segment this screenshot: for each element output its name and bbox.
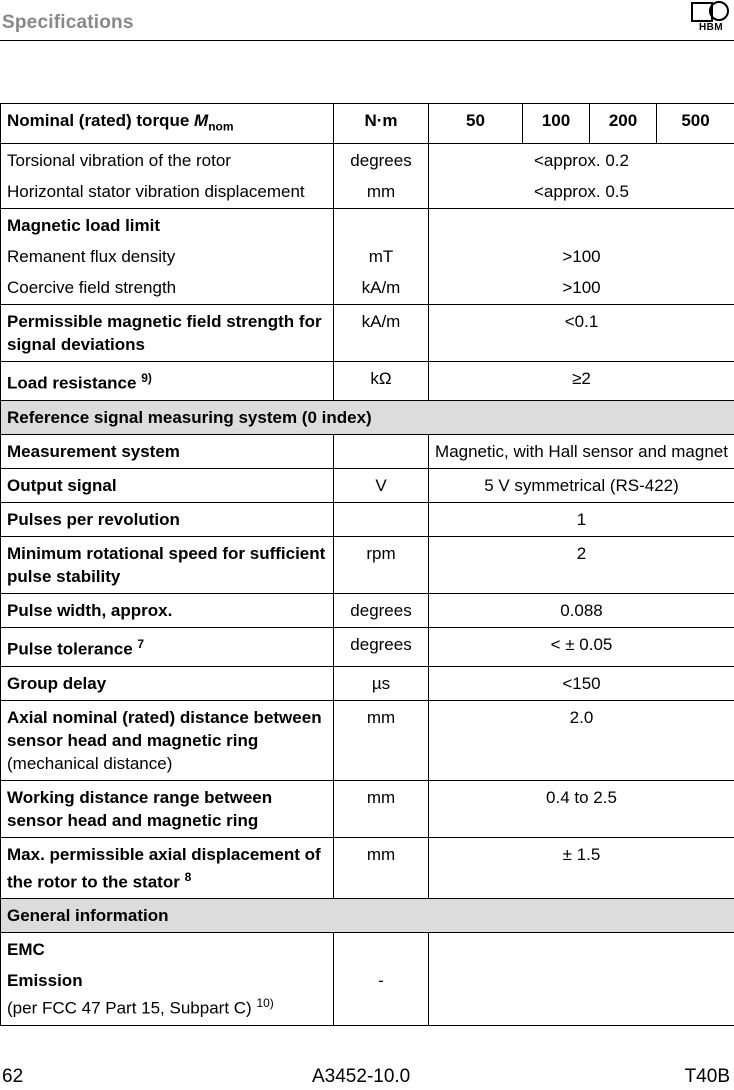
output-label: Output signal bbox=[1, 469, 334, 503]
output-value: 5 V symmetrical (RS-422) bbox=[429, 469, 734, 503]
pulse-tolerance-unit: degrees bbox=[334, 628, 429, 667]
hbm-logo bbox=[690, 1, 732, 33]
table-row-pulse-width bbox=[1, 594, 734, 628]
nominal-torque-header: Nominal (rated) torque $M_{nom}$ bbox=[1, 104, 334, 144]
axial-distance-label: Axial nominal (rated) distance between sensor head and magnetic ring bbox=[7, 707, 322, 750]
load-resistance-note: 9) bbox=[141, 371, 152, 386]
header-divider bbox=[0, 40, 734, 41]
column-header: 50 bbox=[429, 104, 523, 144]
load-resistance-label: Load resistance bbox=[7, 374, 137, 394]
coercive-unit: kA/m bbox=[361, 278, 401, 298]
max-axial-value: ± 1.5 bbox=[429, 837, 734, 899]
horizontal-unit: mm bbox=[366, 182, 396, 202]
min-speed-unit: rpm bbox=[334, 537, 429, 594]
emission-note: 10) bbox=[256, 996, 274, 1011]
min-speed-value: 2 bbox=[429, 537, 734, 594]
load-resistance-unit: kΩ bbox=[334, 362, 429, 401]
table-row-pulses bbox=[1, 503, 734, 537]
working-distance-unit: mm bbox=[334, 780, 429, 837]
pulse-width-unit: degrees bbox=[334, 594, 429, 628]
axial-distance-note: (mechanical distance) bbox=[7, 753, 173, 773]
pulses-value: 1 bbox=[429, 503, 734, 537]
specification-table bbox=[0, 103, 734, 1026]
output-unit: V bbox=[334, 469, 429, 503]
torsional-label: Torsional vibration of the rotor bbox=[7, 151, 231, 171]
table-row-permissible bbox=[1, 305, 734, 362]
permissible-value: <0.1 bbox=[429, 305, 734, 362]
torque-symbol-sub: nom bbox=[208, 119, 234, 134]
max-axial-label: Max. permissible axial displacement of the rotor to the stator bbox=[7, 844, 321, 892]
magnetic-load-label: Magnetic load limit bbox=[7, 216, 161, 236]
group-delay-unit: µs bbox=[334, 666, 429, 700]
load-resistance-value: ≥2 bbox=[429, 362, 734, 401]
table-row-max-axial bbox=[1, 837, 734, 899]
section-row-reference bbox=[1, 401, 734, 435]
hbm-logo-text: HBM bbox=[699, 22, 723, 33]
working-distance-label: Working distance range between sensor head and magnetic ring bbox=[1, 780, 334, 837]
max-axial-note: 8 bbox=[184, 869, 192, 884]
group-delay-value: <150 bbox=[429, 666, 734, 700]
unit-header: N·m bbox=[334, 104, 429, 144]
torsional-unit: degrees bbox=[350, 151, 412, 171]
emission-label: Emission bbox=[7, 971, 83, 991]
torsional-value: <approx. 0.2 bbox=[534, 151, 629, 171]
table-row-measurement bbox=[1, 435, 734, 469]
axial-distance-unit: mm bbox=[334, 700, 429, 780]
pulse-width-label: Pulse width, approx. bbox=[1, 594, 334, 628]
torque-symbol: M bbox=[194, 111, 209, 130]
emission-detail: (per FCC 47 Part 15, Subpart C) bbox=[7, 999, 252, 1019]
pulse-tolerance-label: Pulse tolerance bbox=[7, 639, 133, 659]
column-header: 200 bbox=[590, 104, 657, 144]
footer-page-number: 62 bbox=[2, 1066, 24, 1087]
horizontal-label: Horizontal stator vibration displacement bbox=[7, 182, 305, 202]
measurement-label: Measurement system bbox=[1, 435, 334, 469]
remanent-unit: mT bbox=[368, 247, 394, 267]
table-row-load-resistance bbox=[1, 362, 734, 401]
hbm-logo-mark bbox=[690, 1, 732, 23]
column-header: 500 bbox=[657, 104, 734, 144]
section-title-general: General information bbox=[1, 899, 734, 933]
measurement-value: Magnetic, with Hall sensor and magnet bbox=[429, 435, 734, 469]
working-distance-value: 0.4 to 2.5 bbox=[429, 780, 734, 837]
section-row-general bbox=[1, 899, 734, 933]
axial-distance-value: 2.0 bbox=[429, 700, 734, 780]
pulse-width-value: 0.088 bbox=[429, 594, 734, 628]
table-row-magnetic bbox=[1, 209, 734, 305]
table-header-row bbox=[1, 104, 734, 144]
column-header: 100 bbox=[523, 104, 590, 144]
coercive-value: >100 bbox=[562, 278, 601, 298]
pulses-label: Pulses per revolution bbox=[1, 503, 334, 537]
emission-unit: - bbox=[378, 971, 384, 991]
pulse-tolerance-value: < ± 0.05 bbox=[429, 628, 734, 667]
table-row-min-speed bbox=[1, 537, 734, 594]
table-row-vibration bbox=[1, 144, 734, 209]
table-row-pulse-tolerance bbox=[1, 628, 734, 667]
table-row-axial-distance bbox=[1, 700, 734, 780]
page-header-title: Specifications bbox=[2, 12, 134, 33]
permissible-label: Permissible magnetic field strength for signal deviations bbox=[1, 305, 334, 362]
group-delay-label: Group delay bbox=[1, 666, 334, 700]
footer-document-number: A3452-10.0 bbox=[312, 1066, 411, 1087]
permissible-unit: kA/m bbox=[334, 305, 429, 362]
coercive-label: Coercive field strength bbox=[7, 278, 177, 298]
min-speed-label: Minimum rotational speed for sufficient pulse stability bbox=[1, 537, 334, 594]
table-row-emc bbox=[1, 933, 734, 1026]
horizontal-value: <approx. 0.5 bbox=[534, 182, 629, 202]
remanent-label: Remanent flux density bbox=[7, 247, 176, 267]
footer-product-name: T40B bbox=[684, 1066, 730, 1087]
table-row-output bbox=[1, 469, 734, 503]
pulse-tolerance-note: 7 bbox=[137, 637, 145, 652]
remanent-value: >100 bbox=[562, 247, 601, 267]
max-axial-unit: mm bbox=[334, 837, 429, 899]
table-row-group-delay bbox=[1, 666, 734, 700]
table-row-working-distance bbox=[1, 780, 734, 837]
section-title-reference: Reference signal measuring system (0 index) bbox=[1, 401, 734, 435]
emc-label: EMC bbox=[7, 940, 45, 960]
